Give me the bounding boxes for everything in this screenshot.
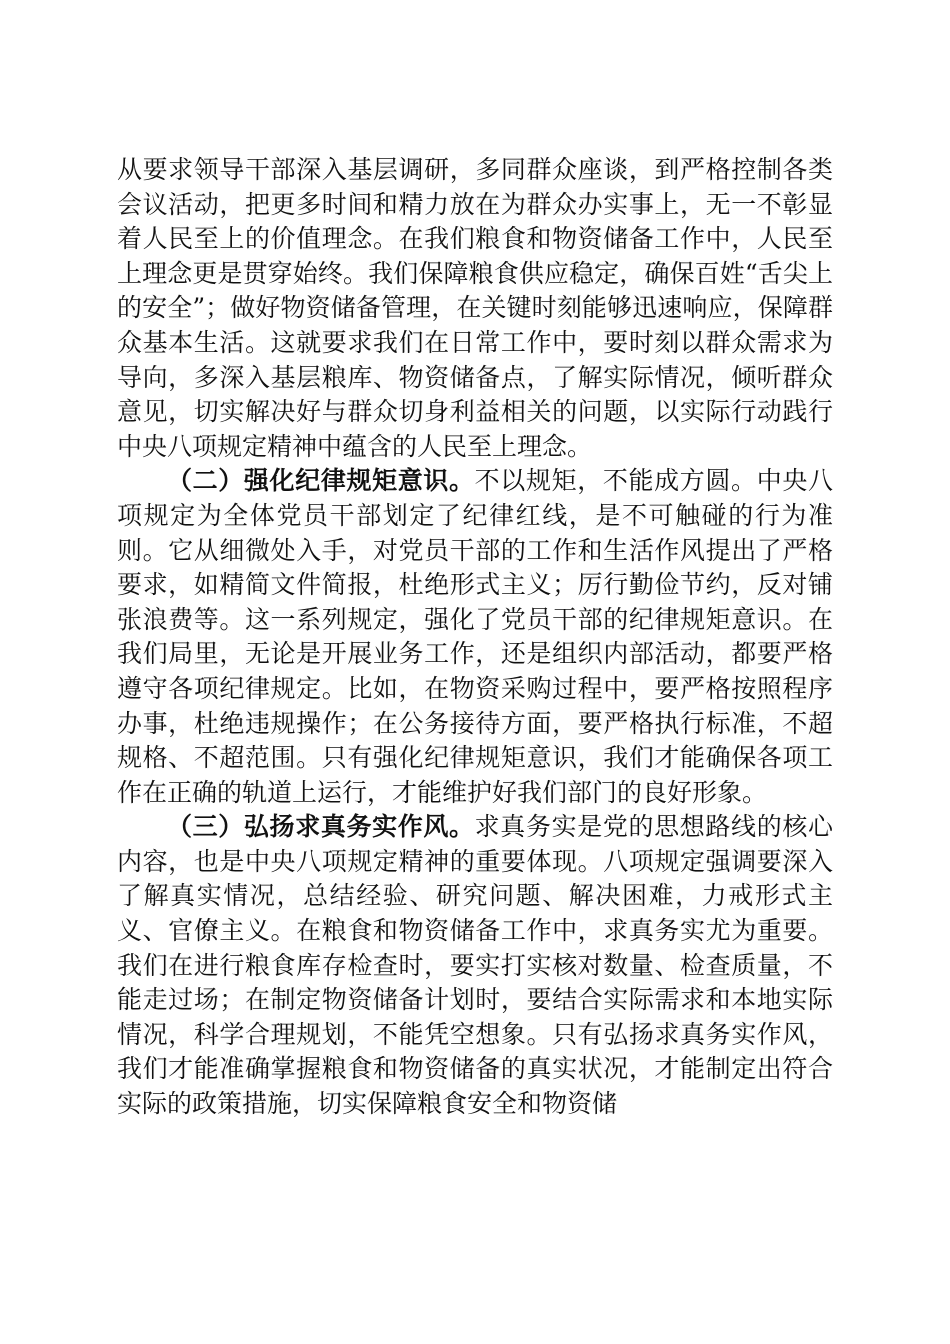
paragraph-text: 求真务实是党的思想路线的核心内容，也是中央八项规定精神的重要体现。八项规定强调要深入了解真实情况，总结经验、研究问题、解决困难，力戒形式主义、官僚主义。在粮食和物资储备工作中，求真务实尤为重要。我们在进行粮食库存检查时，要实打实核对数量、检查质量，不能走过场；在制定物资储备计划时，要结合实际需求和本地实际情况，科学合理规划，不能凭空想象。只有弘扬求真务实作风，我们才能准确掌握粮食和物资储备的真实状况，才能制定出符合实际的政策措施，切实保障粮食安全和物资储 [117, 812, 833, 1119]
section-heading-discipline: （二）强化纪律规矩意识。 [167, 466, 475, 496]
section-heading-pragmatism: （三）弘扬求真务实作风。 [167, 812, 475, 842]
paragraph-text: 从要求领导干部深入基层调研，多同群众座谈，到严格控制各类会议活动，把更多时间和精力放在为群众办实事上，无一不彰显着人民至上的价值理念。在我们粮食和物资储备工作中，人民至上理念更是贯穿始终。我们保障粮食供应稳定，确保百姓“舌尖上的安全”；做好物资储备管理，在关键时刻能够迅速响应，保障群众基本生活。这就要求我们在日常工作中，要时刻以群众需求为导向，多深入基层粮库、物资储备点，了解实际情况，倾听群众意见，切实解决好与群众切身利益相关的问题，以实际行动践行中央八项规定精神中蕴含的人民至上理念。 [117, 155, 833, 461]
paragraph-pragmatism [117, 810, 833, 1121]
document-body [117, 153, 833, 1122]
paragraph-discipline [117, 464, 833, 810]
paragraph-text: 不以规矩，不能成方圆。中央八项规定为全体党员干部划定了纪律红线，是不可触碰的行为准则。它从细微处入手，对党员干部的工作和生活作风提出了严格要求，如精简文件简报，杜绝形式主义；厉行勤俭节约，反对铺张浪费等。这一系列规定，强化了党员干部的纪律规矩意识。在我们局里，无论是开展业务工作，还是组织内部活动，都要严格遵守各项纪律规定。比如，在物资采购过程中，要严格按照程序办事，杜绝违规操作；在公务接待方面，要严格执行标准，不超规格、不超范围。只有强化纪律规矩意识，我们才能确保各项工作在正确的轨道上运行，才能维护好我们部门的良好形象。 [117, 466, 833, 807]
paragraph-people-first [117, 153, 833, 464]
